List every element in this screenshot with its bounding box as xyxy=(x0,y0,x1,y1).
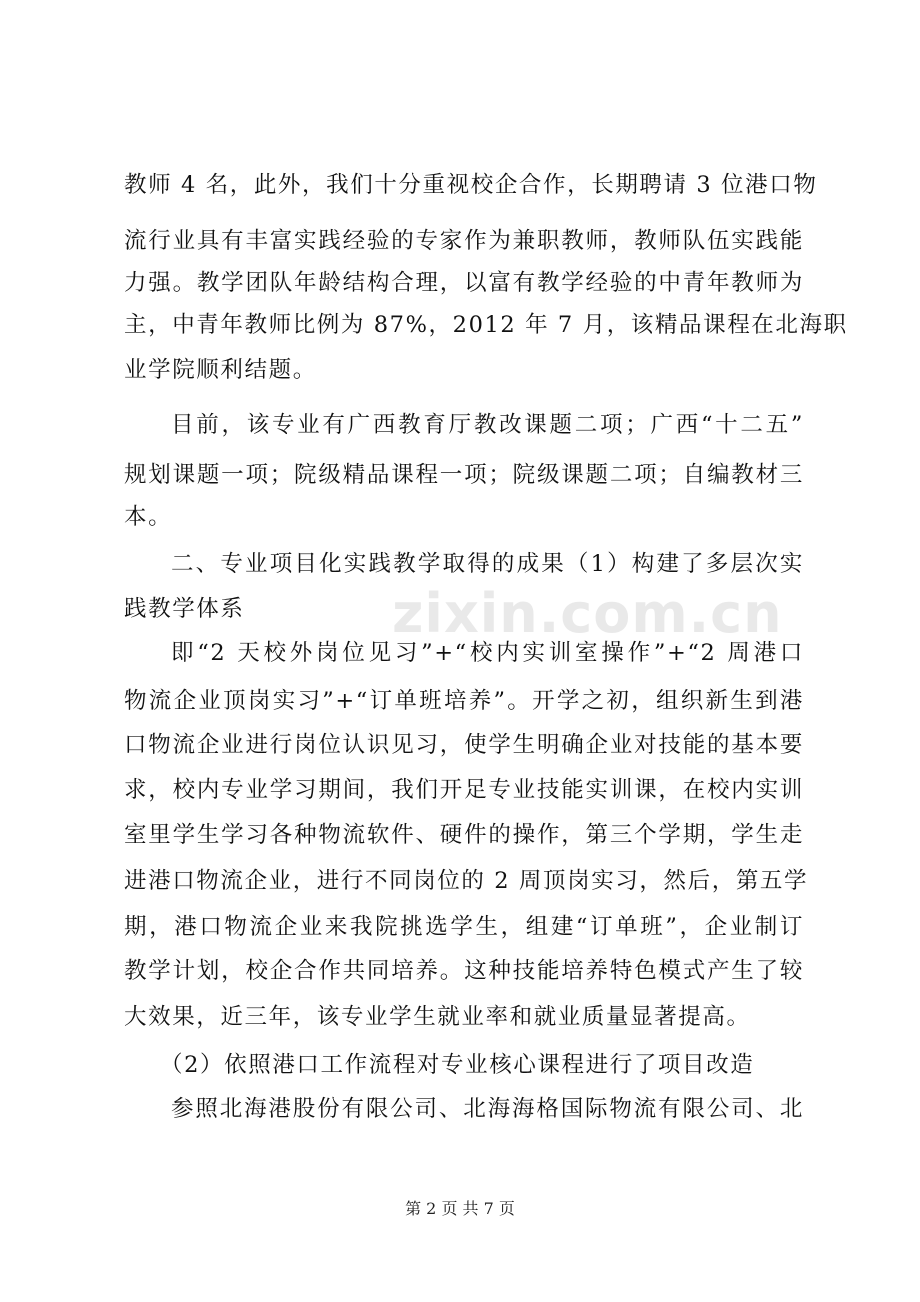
paragraph-line: 期，港口物流企业来我院挑选学生，组建“订单班”，企业制订 xyxy=(124,914,804,940)
paragraph-line: 力强。教学团队年龄结构合理，以富有教学经验的中青年教师为 xyxy=(124,270,804,296)
paragraph-line: 主，中青年教师比例为 87%，2012 年 7 月，该精品课程在北海职 xyxy=(124,312,848,338)
paragraph-line: 大效果，近三年，该专业学生就业率和就业质量显著提高。 xyxy=(124,1004,751,1030)
paragraph-line: 流行业具有丰富实践经验的专家作为兼职教师，教师队伍实践能 xyxy=(124,228,804,254)
paragraph-line: 本。 xyxy=(124,504,173,530)
paragraph-line: （2）依照港口工作流程对专业核心课程进行了项目改造 xyxy=(160,1052,755,1078)
paragraph-line: 求，校内专业学习期间，我们开足专业技能实训课，在校内实训 xyxy=(124,777,804,803)
paragraph-line: 进港口物流企业，进行不同岗位的 2 周顶岗实习，然后，第五学 xyxy=(124,868,809,894)
paragraph-line: 即“2 天校外岗位见习”+“校内实训室操作”+“2 周港口 xyxy=(171,640,804,666)
watermark: zixin.com.cn xyxy=(392,582,783,645)
paragraph-line: 口物流企业进行岗位认识见习，使学生明确企业对技能的基本要 xyxy=(124,732,804,758)
paragraph-line: 教学计划，校企合作共同培养。这种技能培养特色模式产生了较 xyxy=(124,958,804,984)
paragraph-line: 室里学生学习各种物流软件、硬件的操作，第三个学期，学生走 xyxy=(124,822,804,848)
paragraph-line: 参照北海港股份有限公司、北海海格国际物流有限公司、北 xyxy=(171,1096,804,1122)
paragraph-line: 物流企业顶岗实习”+“订单班培养”。开学之初，组织新生到港 xyxy=(124,688,804,714)
paragraph-line: 教师 4 名，此外，我们十分重视校企合作，长期聘请 3 位港口物 xyxy=(124,172,818,198)
page-footer: 第 2 页 共 7 页 xyxy=(405,1199,515,1218)
paragraph-line: 目前，该专业有广西教育厅教改课题二项；广西“十二五” xyxy=(171,412,804,438)
paragraph-line: 业学院顺利结题。 xyxy=(124,357,317,383)
paragraph-line: 规划课题一项；院级精品课程一项；院级课题二项；自编教材三 xyxy=(124,462,804,488)
paragraph-line: 践教学体系 xyxy=(124,596,245,622)
paragraph-line: 二、专业项目化实践教学取得的成果（1）构建了多层次实 xyxy=(171,551,804,577)
